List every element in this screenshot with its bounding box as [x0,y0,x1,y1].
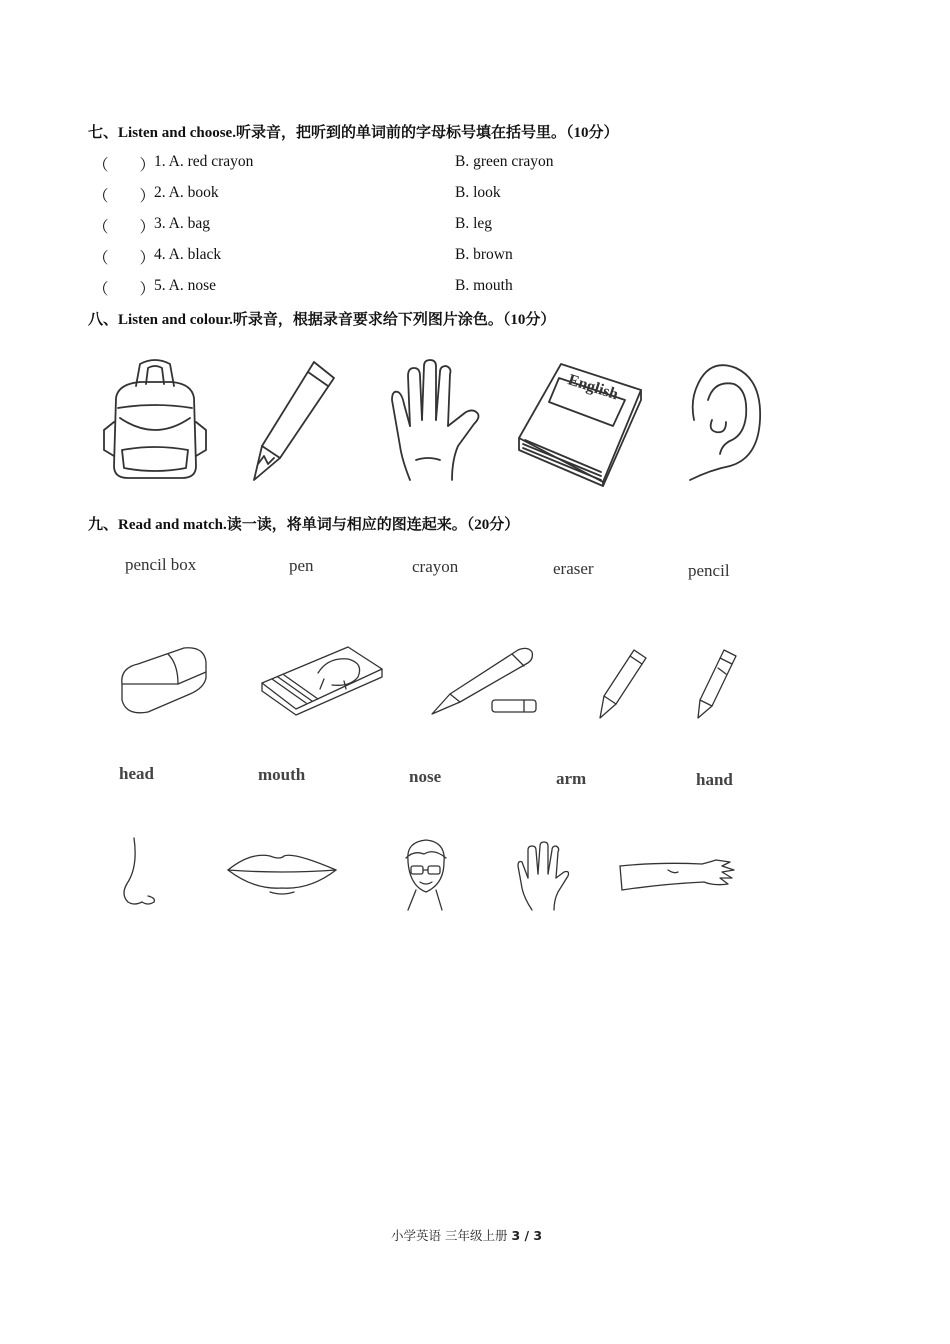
q4-option-b: B. brown [455,246,513,263]
ear-icon[interactable] [680,360,766,486]
word-crayon[interactable]: crayon [412,557,459,576]
q1-option-a: 1. A. red crayon [154,153,254,170]
section7-title-cn: 听录音，把听到的单词前的字母标号填在括号里。（10分） [235,125,619,141]
q3-bracket[interactable]: （ ） [93,219,156,236]
footer [391,1226,542,1244]
mouth-icon[interactable] [224,846,340,896]
q4-bracket[interactable]: （ ） [93,250,156,267]
section9-title-cn: 读一读，将单词与相应的图连起来。（20分） [226,517,520,533]
q1-option-b: B. green crayon [455,153,554,170]
word-nose[interactable]: nose [409,767,442,786]
q3-option-a: 3. A. bag [154,215,210,232]
section7-title-en: Listen and choose. [118,125,236,141]
word-hand[interactable]: hand [696,770,733,789]
pencil-match-icon[interactable] [694,648,738,722]
section8-title-en: Listen and colour. [118,312,233,328]
word-arm[interactable]: arm [556,769,587,788]
q5-bracket[interactable]: （ ） [93,281,156,298]
word-pencil[interactable]: pencil [688,561,730,580]
pencil-icon[interactable] [250,360,338,484]
q3-option-b: B. leg [455,215,493,232]
page-number: 3 / 3 [511,1228,543,1243]
q1-bracket[interactable]: （ ） [93,157,156,174]
eraser-icon[interactable] [118,644,210,716]
section9-heading [88,513,519,534]
head-icon[interactable] [398,836,452,912]
book-icon[interactable] [515,360,645,488]
hand-match-icon[interactable] [516,842,570,912]
section8-number: 八、 [88,312,119,328]
word-pencil-box[interactable]: pencil box [125,555,197,574]
section7-heading [88,121,618,142]
backpack-icon[interactable] [100,358,210,484]
word-eraser[interactable]: eraser [553,559,594,578]
section9-number: 九、 [88,517,119,533]
section9-title-en: Read and match. [118,517,227,533]
section7-number: 七、 [88,125,119,141]
book-label: English [565,371,621,404]
hand-icon[interactable] [388,360,484,484]
q5-option-a: 5. A. nose [154,277,216,294]
pencil-box-icon[interactable] [258,643,386,715]
footer-text: 小学英语 三年级上册 [391,1228,508,1243]
q2-option-a: 2. A. book [154,184,219,201]
word-pen[interactable]: pen [289,556,314,575]
q4-option-a: 4. A. black [154,246,222,263]
pen-icon[interactable] [428,646,542,718]
arm-icon[interactable] [618,858,736,898]
nose-icon[interactable] [118,836,162,910]
section8-title-cn: 听录音，根据录音要求给下列图片涂色。（10分） [232,312,556,328]
word-mouth[interactable]: mouth [258,765,306,784]
section8-heading [88,308,555,329]
crayon-icon[interactable] [598,648,650,720]
q2-option-b: B. look [455,184,501,201]
word-head[interactable]: head [119,764,154,783]
q2-bracket[interactable]: （ ） [93,188,156,205]
q5-option-b: B. mouth [455,277,513,294]
